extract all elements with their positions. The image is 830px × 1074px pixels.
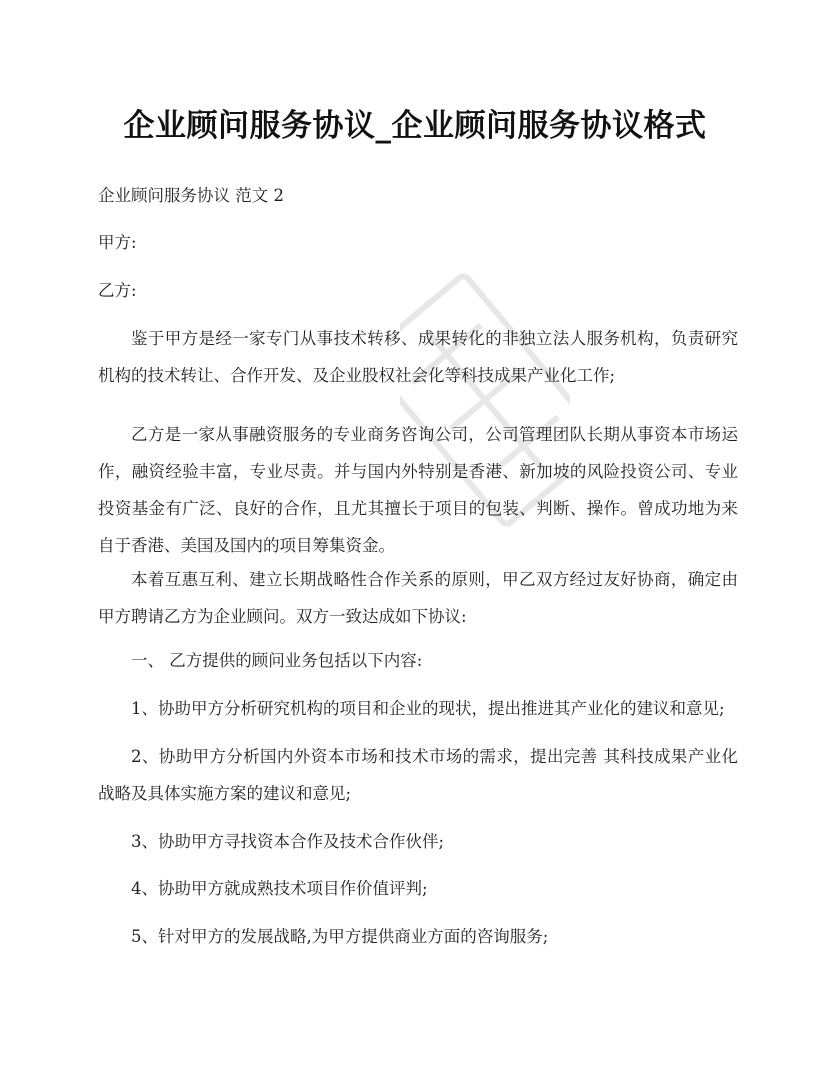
paragraph-agreement-intent: 本着互惠互利、建立长期战略性合作关系的原则，甲乙双方经过友好协商，确定由甲方聘请乙方为企业顾问。双方一致达成如下协议: xyxy=(98,570,738,626)
list-item: 2、协助甲方分析国内外资本市场和技术市场的需求，提出完善 其科技成果产业化战略及具体实施方案的建议和意见; xyxy=(98,747,738,803)
document-subtitle: 企业顾问服务协议 范文 2 xyxy=(98,186,284,205)
party-a-label: 甲方: xyxy=(98,233,137,252)
paragraph-background-party-a: 鉴于甲方是经一家专门从事技术转移、成果转化的非独立法人服务机构，负责研究机构的技术转让、合作开发、及企业股权社会化等科技成果产业化工作; xyxy=(98,329,738,385)
section-heading: 一、 乙方提供的顾问业务包括以下内容: xyxy=(131,651,423,670)
list-item: 3、协助甲方寻找资本合作及技术合作伙伴; xyxy=(131,832,445,851)
list-item: 4、协助甲方就成熟技术项目作价值评判; xyxy=(131,879,428,898)
paragraph-background-party-b: 乙方是一家从事融资服务的专业商务咨询公司，公司管理团队长期从事资本市场运作，融资经验丰富，专业尽责。并与国内外特别是香港、新加坡的风险投资公司、专业投资基金有广泛、良好的合作，且尤其擅长于项目的包装、判断、操作。曾成功地为来自于香港、美国及国内的项目筹集资金。 xyxy=(98,425,738,555)
party-b-label: 乙方: xyxy=(98,281,137,300)
document-title: 企业顾问服务协议_企业顾问服务协议格式 xyxy=(123,108,707,144)
list-item: 1、协助甲方分析研究机构的项目和企业的现状，提出推进其产业化的建议和意见; xyxy=(131,699,725,718)
list-item: 5、针对甲方的发展战略,为甲方提供商业方面的咨询服务; xyxy=(131,927,549,946)
